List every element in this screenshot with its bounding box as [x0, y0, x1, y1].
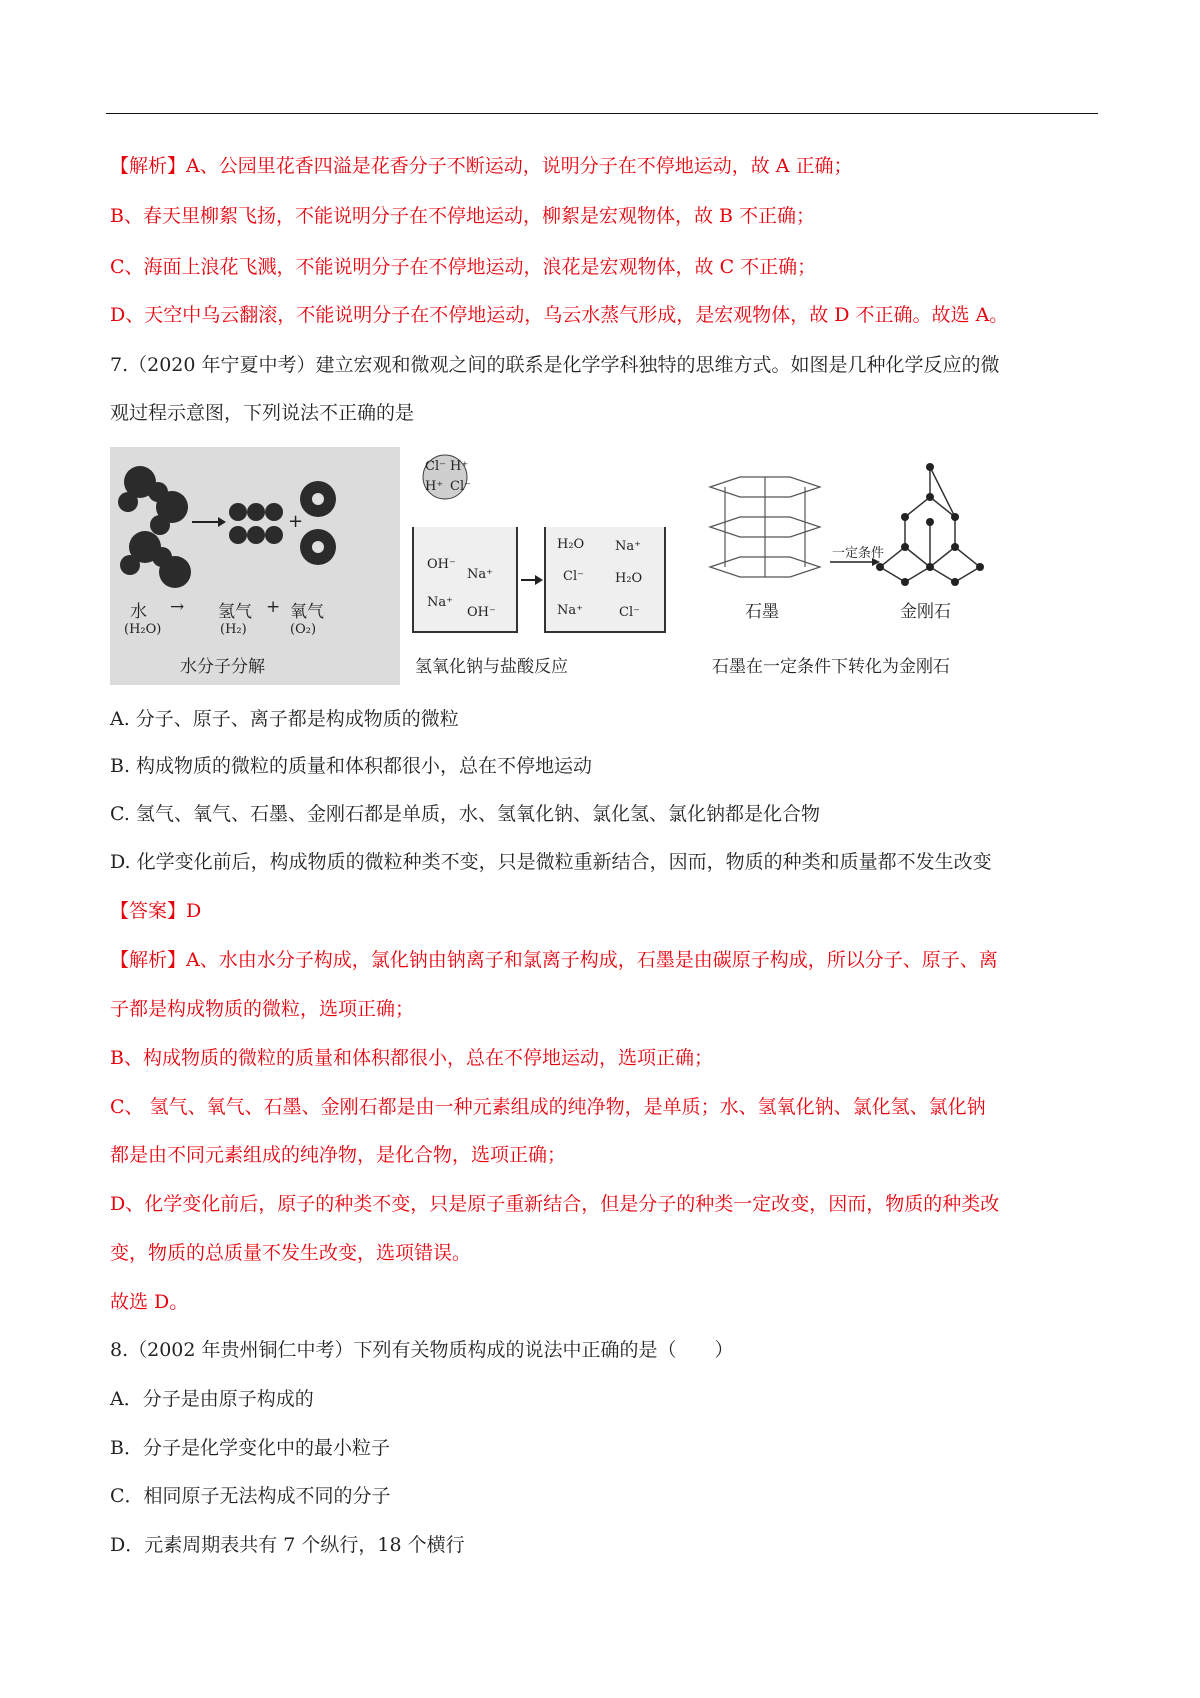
ion-label: H₂O — [557, 537, 585, 552]
ion-label: H₂O — [615, 571, 643, 586]
graphite-label: 石墨 — [745, 602, 779, 622]
question-7-stem: 7.（2020 年宁夏中考）建立宏观和微观之间的联系是化学学科独特的思维方式。如图是几种化学反应的微 — [110, 354, 1000, 376]
ion-label: H⁺ — [425, 479, 444, 494]
option-a: A．分子是由原子构成的 — [110, 1388, 314, 1410]
option-a: A. 分子、原子、离子都是构成物质的微粒 — [110, 708, 459, 730]
svg-text:+: + — [288, 511, 304, 532]
reaction-figure — [110, 447, 995, 685]
analysis-line: C、 氢气、氧气、石墨、金刚石都是由一种元素组成的纯净物，是单质；水、氢氧化钠、氯化氢、氯化钠 — [110, 1096, 986, 1118]
eq-oxygen: 氧气 — [290, 602, 324, 622]
graphite-diamond-diagram — [700, 447, 995, 685]
text-line: C、海面上浪花飞溅，不能说明分子在不停地运动，浪花是宏观物体，故 C 不正确； — [110, 256, 817, 278]
analysis-line: D、化学变化前后，原子的种类不变，只是原子重新结合，但是分子的种类一定改变，因而，物质的种类改 — [110, 1193, 1000, 1215]
option-c: C. 氢气、氧气、石墨、金刚石都是单质，水、氢氧化钠、氯化氢、氯化钠都是化合物 — [110, 803, 820, 825]
caption-neutralization: 氢氧化钠与盐酸反应 — [415, 657, 568, 677]
ion-label: Na⁺ — [467, 567, 493, 582]
graphite-diamond-panel — [700, 447, 995, 685]
option-d: D. 化学变化前后，构成物质的微粒种类不变，只是微粒重新结合，因而，物质的种类和质量都不发生改变 — [110, 851, 992, 873]
analysis-line: 子都是构成物质的微粒，选项正确； — [110, 998, 415, 1020]
water-decomposition-diagram — [110, 447, 400, 685]
conclusion-line: 故选 D。 — [110, 1291, 189, 1313]
caption-water-decomposition: 水分子分解 — [180, 657, 265, 677]
text-line: B、春天里柳絮飞扬，不能说明分子在不停地运动，柳絮是宏观物体，故 B 不正确； — [110, 205, 816, 227]
ion-label: Cl⁻ — [425, 459, 446, 474]
ion-label: OH⁻ — [467, 605, 496, 620]
water-decomposition-panel — [110, 447, 400, 685]
ion-label: Cl⁻ — [619, 605, 640, 620]
formula-hydrogen: (H₂) — [220, 622, 247, 637]
option-d: D．元素周期表共有 7 个纵行，18 个横行 — [110, 1534, 465, 1556]
text-line: 【解析】A、公园里花香四溢是花香分子不断运动，说明分子在不停地运动，故 A 正确； — [110, 155, 853, 177]
option-b: B．分子是化学变化中的最小粒子 — [110, 1437, 390, 1459]
caption-graphite-diamond: 石墨在一定条件下转化为金刚石 — [712, 657, 950, 677]
ion-label: H⁺ — [450, 459, 469, 474]
eq-water: 水 — [130, 602, 147, 622]
option-b: B. 构成物质的微粒的质量和体积都很小，总在不停地运动 — [110, 755, 593, 777]
ion-label: Na⁺ — [427, 595, 453, 610]
eq-arrow: → — [170, 597, 185, 617]
neutralization-panel — [405, 447, 695, 685]
ion-label: OH⁻ — [427, 557, 456, 572]
analysis-line: B、构成物质的微粒的质量和体积都很小，总在不停地运动，选项正确； — [110, 1047, 713, 1069]
condition-label: 一定条件 — [832, 546, 885, 561]
analysis-line: 【解析】A、水由水分子构成，氯化钠由钠离子和氯离子构成，石墨是由碳原子构成，所以分子、原子、离 — [110, 949, 998, 971]
analysis-line: 变，物质的总质量不发生改变，选项错误。 — [110, 1242, 472, 1264]
option-c: C．相同原子无法构成不同的分子 — [110, 1485, 391, 1507]
question-8-stem: 8.（2002 年贵州铜仁中考）下列有关物质构成的说法中正确的是（ ） — [110, 1339, 734, 1361]
header-rule — [106, 113, 1098, 114]
question-7-stem: 观过程示意图，下列说法不正确的是 — [110, 402, 415, 424]
ion-label: Na⁺ — [615, 539, 641, 554]
analysis-line: 都是由不同元素组成的纯净物，是化合物，选项正确； — [110, 1144, 567, 1166]
answer-line: 【答案】D — [110, 900, 202, 922]
ion-label: Cl⁻ — [450, 479, 471, 494]
ion-label: Cl⁻ — [563, 569, 584, 584]
eq-hydrogen: 氢气 — [218, 602, 252, 622]
ion-label: Na⁺ — [557, 603, 583, 618]
eq-plus: + — [266, 597, 281, 617]
text-line: D、天空中乌云翻滚，不能说明分子在不停地运动，乌云水蒸气形成，是宏观物体，故 D 不正确。故选 A。 — [110, 304, 1009, 326]
formula-water: (H₂O) — [124, 622, 162, 637]
formula-oxygen: (O₂) — [290, 622, 317, 637]
diamond-label: 金刚石 — [900, 602, 951, 622]
